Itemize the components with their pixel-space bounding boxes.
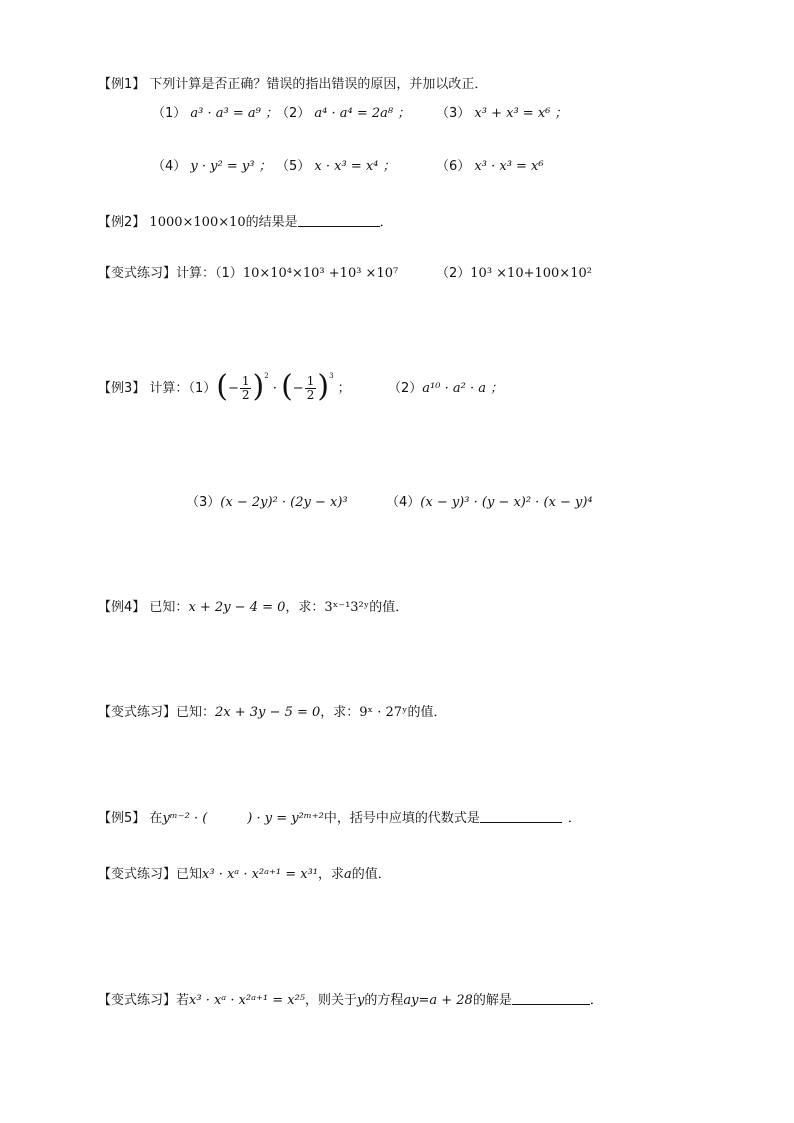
ex2-expr: 1000×100×10 <box>149 215 246 230</box>
ex3-q4-line <box>386 495 593 511</box>
var1-line <box>98 266 398 282</box>
var3-expr: x³ · xᵃ · x²ᵃ⁺¹ = x³¹ <box>202 867 318 882</box>
ex5-line <box>98 810 581 827</box>
item-num: （3） <box>436 106 471 121</box>
fraction: $\frac{1}{2}$ <box>241 374 250 402</box>
item-expr: a³ · a³ = a⁹ ； <box>190 106 278 121</box>
ex1-item-3 <box>436 106 568 122</box>
var2-text1: 已知： <box>176 705 216 720</box>
item-expr: y · y² = y³ ； <box>190 159 272 174</box>
ex1-item-6 <box>436 159 544 175</box>
ex3-q2-line <box>388 381 503 397</box>
var4-text1: 若 <box>176 993 190 1008</box>
ex4-text3: 的值． <box>369 600 409 615</box>
answer-blank <box>512 992 590 1005</box>
var4-text2: ，则关于 <box>305 993 358 1008</box>
fraction: $\frac{1}{2}$ <box>306 374 315 402</box>
right-paren: ) <box>252 368 265 404</box>
var1-q2: 10³ ×10+100×10² <box>470 266 592 281</box>
var1-label: 【变式练习】 <box>98 266 177 281</box>
item-num: （1） <box>152 106 187 121</box>
var3-label: 【变式练习】 <box>98 867 177 882</box>
item-num: （4） <box>152 159 187 174</box>
item-num: （6） <box>436 159 471 174</box>
var2-expr: 9ˣ · 27ʸ <box>359 705 408 720</box>
ex1-text: 下列计算是否正确？错误的指出错误的原因，并加以改正． <box>149 77 488 92</box>
var4-label: 【变式练习】 <box>98 993 177 1008</box>
var3-text3: 的值． <box>351 867 391 882</box>
ex5-expr1: yᵐ⁻² · ( <box>162 811 208 826</box>
ex1-item-1 <box>152 106 278 122</box>
var3-text1: 已知 <box>176 867 203 882</box>
ex4-eq: x + 2y − 4 = 0 <box>188 600 286 615</box>
left-paren: ( <box>281 368 293 404</box>
var1-q2-num: （2） <box>436 266 471 281</box>
ex2-text: 的结果是 <box>245 215 298 230</box>
ex2-label: 【例2】 <box>98 215 146 230</box>
ex3-q4: (x − y)³ · (y − x)² · (x − y)⁴ <box>420 495 593 510</box>
var3-line <box>98 867 391 883</box>
ex1-heading <box>98 77 487 93</box>
ex4-text1: 已知： <box>149 600 189 615</box>
ex5-label: 【例5】 <box>98 811 146 826</box>
ex2-end: ． <box>379 215 393 230</box>
ex3-label: 【例3】 <box>98 381 146 396</box>
ex3-q4-num: （4） <box>386 495 421 510</box>
var2-text2: ，求： <box>320 705 360 720</box>
var2-text3: 的值． <box>407 705 447 720</box>
var3-var: a <box>344 867 352 882</box>
ex3-text: 计算： <box>149 381 189 396</box>
item-num: （2） <box>276 106 311 121</box>
var2-label: 【变式练习】 <box>98 705 177 720</box>
ex3-q3: (x − 2y)² · (2y − x)³ <box>220 495 348 510</box>
ex3-q1-expr: (− $\frac{1}{2}$ )$^2$ · (− $\frac{1}{2}$ )$^3$ ； <box>216 368 351 404</box>
ex4-text2: ，求： <box>285 600 325 615</box>
answer-blank <box>480 810 562 823</box>
ex5-text2: 中，括号中应填的代数式是 <box>323 811 480 826</box>
ex3-line <box>98 368 351 407</box>
left-paren: ( <box>216 368 228 404</box>
ex4-line <box>98 600 408 616</box>
ex3-q3-num: （3） <box>186 495 221 510</box>
ex3-q3-line <box>186 495 348 511</box>
var4-end: ． <box>589 993 603 1008</box>
var2-eq: 2x + 3y − 5 = 0 <box>215 705 321 720</box>
item-num: （5） <box>276 159 311 174</box>
ex4-label: 【例4】 <box>98 600 146 615</box>
var4-var: y <box>357 993 365 1008</box>
var1-q1: 10×10⁴×10³ +10³ ×10⁷ <box>242 266 399 281</box>
ex3-q2-num: （2） <box>388 381 423 396</box>
var2-line <box>98 705 447 721</box>
ex3-q2: a¹⁰ · a² · a ； <box>422 381 504 396</box>
ex2-line <box>98 214 393 231</box>
var1-text: 计算： <box>176 266 216 281</box>
ex5-end: ． <box>567 811 581 826</box>
var3-text2: ，求 <box>318 867 345 882</box>
var1-q1-num: （1） <box>215 266 243 281</box>
ex5-text1: 在 <box>149 811 163 826</box>
item-expr: x³ · x³ = x⁶ <box>474 159 544 174</box>
ex1-label: 【例1】 <box>98 77 146 92</box>
var4-text3: 的方程 <box>364 993 404 1008</box>
var4-text4: 的解是 <box>472 993 512 1008</box>
item-expr: a⁴ · a⁴ = 2a⁸ ； <box>314 106 411 121</box>
item-expr: x³ + x³ = x⁶ ； <box>474 106 568 121</box>
ex5-expr2: ) · y = y²ᵐ⁺² <box>247 811 324 826</box>
var1-q2-line <box>436 266 592 282</box>
right-paren: ) <box>317 368 330 404</box>
ex3-q1-num: （1） <box>188 381 217 396</box>
answer-blank <box>298 214 380 227</box>
item-expr: x · x³ = x⁴ ； <box>314 159 396 174</box>
ex1-item-5 <box>276 159 396 175</box>
var4-line <box>98 992 603 1009</box>
ex4-expr: 3ˣ⁻¹3²ʸ <box>324 600 370 615</box>
ex1-item-4 <box>152 159 272 175</box>
var4-eq: ay=a + 28 <box>403 993 473 1008</box>
var4-expr: x³ · xᵃ · x²ᵃ⁺¹ = x²⁵ <box>189 993 305 1008</box>
ex1-item-2 <box>276 106 410 122</box>
